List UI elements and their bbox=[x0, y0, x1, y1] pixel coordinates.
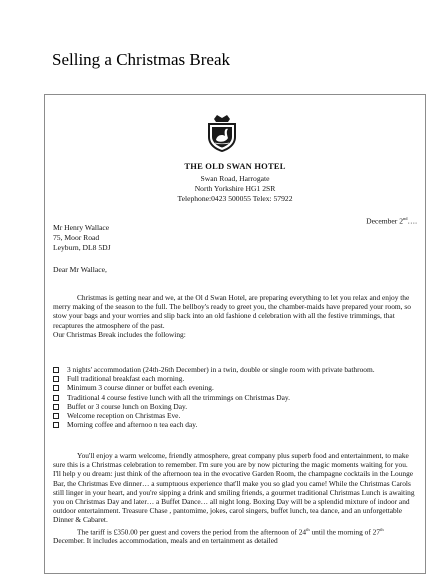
checkbox-bullet-icon bbox=[53, 376, 59, 382]
list-item: Welcome reception on Christmas Eve. bbox=[53, 411, 417, 420]
list-item: Traditional 4 course festive lunch with all the trimmings on Christmas Day. bbox=[53, 393, 417, 402]
includes-intro: Our Christmas Break includes the following: bbox=[53, 329, 186, 339]
list-item: Minimum 3 course dinner or buffet each evening. bbox=[53, 383, 417, 392]
checkbox-bullet-icon bbox=[53, 385, 59, 391]
recipient-street: 75, Moor Road bbox=[53, 232, 100, 242]
recipient-address bbox=[53, 223, 111, 252]
intro-text: Christmas is getting near and we, at the Ol d Swan Hotel, are preparing everything to let you relax and enjoy the merry making of the season to the full. The bellboy's ready to greet you, the chamber-maids have prepared your room, so stow your bags and your worries and slip back into an old fashione d celebration with all the festive trimmings, that recaptures the atmosphere of the past. bbox=[53, 293, 411, 330]
list-item: 3 nights' accommodation (24th-26th December) in a twin, double or single room with private bathroom. bbox=[53, 365, 417, 374]
salutation: Dear Mr Wallace, bbox=[53, 265, 107, 274]
swan-crest-icon bbox=[205, 113, 239, 153]
checkbox-bullet-icon bbox=[53, 413, 59, 419]
includes-list bbox=[53, 365, 417, 429]
hotel-telephone: Telephone:0423 500055 Telex: 57922 bbox=[177, 194, 293, 203]
recipient-town: Leyburn, DL8 5DJ bbox=[53, 242, 111, 252]
letter-document bbox=[44, 94, 426, 574]
page-title: Selling a Christmas Break bbox=[52, 50, 231, 69]
list-item: Morning coffee and afternoo n tea each day. bbox=[53, 420, 417, 429]
checkbox-bullet-icon bbox=[53, 395, 59, 401]
recipient-name: Mr Henry Wallace bbox=[53, 223, 110, 232]
checkbox-bullet-icon bbox=[53, 367, 59, 373]
intro-paragraph bbox=[53, 293, 417, 339]
hotel-address-street: Swan Road, Harrogate bbox=[200, 174, 270, 183]
hotel-address-region: North Yorkshire HG1 2SR bbox=[194, 184, 276, 193]
checkbox-bullet-icon bbox=[53, 422, 59, 428]
checkbox-bullet-icon bbox=[53, 404, 59, 410]
body-text: You'll enjoy a warm welcome, friendly atmosphere, great company plus superb food and entertainment, to make sure this is a Christmas celebration to remember. I'm sure you are by now picturing the magic moments waiting for you. I'll help y ou dream: just think of the afternoon tea in the evocative Garden Room, the champagne cocktails in the Lounge Bar, the Christmas Eve dinner… a sumptuous experience that'll make you so glad you came! While the Christmas Carols still linger in your heart, and you're sipping a drink and smiling friends, a gourmet traditional Christmas Lunch is awaiting you on Christmas Day and later… a Buffet Dance… all night long. Boxing Day will be a splendid mixture of indoor and outdoor entertainment. Treasure Chase , pantomime, jokes, carol singers, buffet lunch, tea dance, and an unforgettable Dinner & Cabaret. bbox=[53, 451, 415, 525]
hotel-name: THE OLD SWAN HOTEL bbox=[184, 161, 286, 171]
list-item: Buffet or 3 course lunch on Boxing Day. bbox=[53, 402, 417, 411]
tariff-text: The tariff is £350.00 per guest and covers the period from the afternoon of 24th until the morning of 27th December. It includes accommodation, meals and en tertainment as detailed bbox=[53, 526, 384, 546]
list-item: Full traditional breakfast each morning. bbox=[53, 374, 417, 383]
body-paragraph bbox=[53, 451, 417, 546]
letter-date: December 2nd…. bbox=[366, 216, 417, 226]
